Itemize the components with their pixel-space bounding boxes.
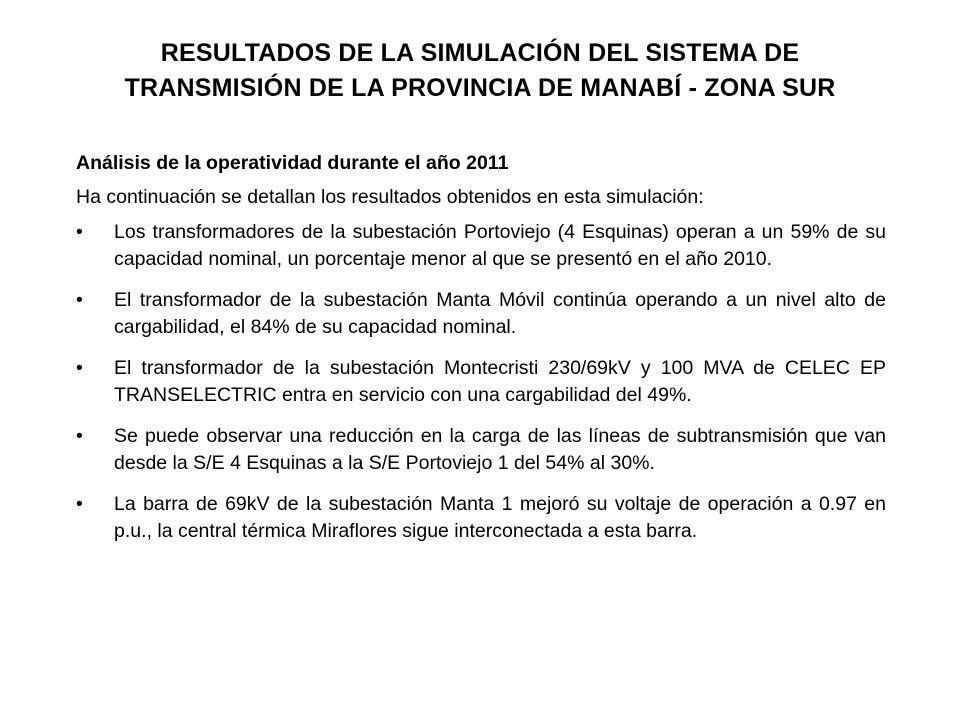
- bullet-item: [76, 491, 886, 545]
- bullet-text: El transformador de la subestación Montecristi 230/69kV y 100 MVA de CELEC EP TRANSELECTRIC entra en servicio con una cargabilidad del 49%.: [114, 357, 886, 406]
- bullet-item: [76, 219, 886, 273]
- bullet-icon: •: [76, 357, 83, 379]
- bullet-icon: •: [76, 493, 83, 515]
- bullet-list: [76, 219, 886, 545]
- bullet-item: [76, 287, 886, 341]
- bullet-icon: •: [76, 221, 83, 243]
- title-line-2: TRANSMISIÓN DE LA PROVINCIA DE MANABÍ - ZONA SUR: [124, 74, 836, 102]
- bullet-icon: •: [76, 289, 83, 311]
- slide-title: [60, 36, 900, 106]
- bullet-text: Los transformadores de la subestación Portoviejo (4 Esquinas) operan a un 59% de su capacidad nominal, un porcentaje menor al que se presentó en el año 2010.: [114, 221, 886, 270]
- section-subheading: Análisis de la operatividad durante el año 2011: [76, 152, 509, 174]
- bullet-item: [76, 423, 886, 477]
- bullet-text: La barra de 69kV de la subestación Manta 1 mejoró su voltaje de operación a 0.97 en p.u., la central térmica Miraflores sigue interconectada a esta barra.: [114, 493, 886, 542]
- bullet-text: Se puede observar una reducción en la carga de las líneas de subtransmisión que van desde la S/E 4 Esquinas a la S/E Portoviejo 1 del 54% al 30%.: [114, 425, 886, 474]
- title-line-1: RESULTADOS DE LA SIMULACIÓN DEL SISTEMA DE: [160, 39, 800, 67]
- intro-text: Ha continuación se detallan los resultados obtenidos en esta simulación:: [76, 186, 704, 208]
- bullet-text: El transformador de la subestación Manta Móvil continúa operando a un nivel alto de cargabilidad, el 84% de su capacidad nominal.: [114, 289, 886, 338]
- bullet-icon: •: [76, 425, 83, 447]
- bullet-item: [76, 355, 886, 409]
- slide-content: [76, 150, 886, 559]
